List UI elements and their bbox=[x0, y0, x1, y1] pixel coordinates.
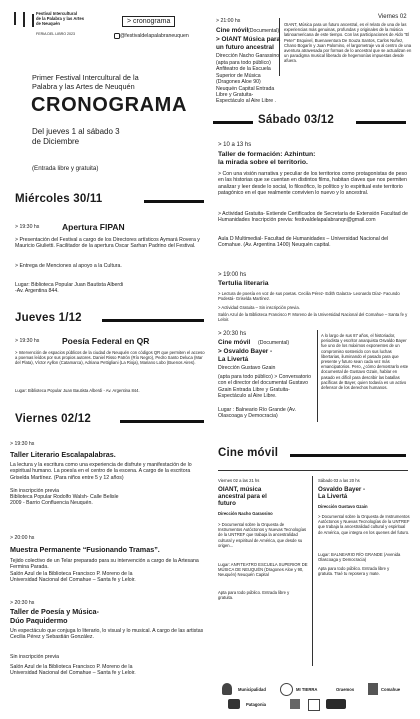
event-title: Poesía Federal en QR bbox=[62, 336, 150, 346]
event-time: > 19:30 hs bbox=[10, 441, 35, 447]
cine-label: Cine móvil bbox=[216, 27, 249, 34]
event-place-line: Universidad Nacional del Comahue – Santa fe y Leloir. bbox=[10, 670, 136, 677]
org-line: Festival Intercultural bbox=[36, 11, 77, 16]
intro-subtitle-line: Primer Festival Intercultural de la bbox=[32, 73, 139, 82]
event-title bbox=[216, 36, 280, 51]
doc-label: (Documental) bbox=[248, 28, 280, 34]
event-place-line: Biblioteca Popular Rodolfo Walsh- Calle Belisle bbox=[10, 494, 119, 500]
cine-title bbox=[218, 486, 267, 508]
intro-dates-line: Del jueves 1 al sábado 3 bbox=[32, 127, 120, 136]
intro-dates-line: de Diciembre bbox=[32, 137, 80, 146]
event-desc: > Intervención de espacios públicos de la ciudad de Neuquén con códigos QR que permiten el acceso a poemas leídos por sus propios autores. Daniel Risso Patrón (Río Negro), Pedro Santo Deluca (Mar del Plata), Víctor Ayllon (Catamarca), Adriana Pettigliani (La Rioja), Mariano Lobo (Buenos Aires). bbox=[15, 350, 205, 366]
heading-bar bbox=[213, 121, 253, 124]
sponsor-row bbox=[218, 683, 413, 713]
film-synopsis: A lo largo de sus 87 años, el historiador, periodista y escritor anarquista Osvaldo Bayer fue uno de los máximos exponentes de un compromiso sostenido con sus luchas libertarias, iluminando el pasado para que presente y futuro sean cada vez más emancipatorios. Pero, ¿cómo demostrarlo este documental de Gustavo Gzain, hablar en pasado es difícil para describir las batallas pacíficas de Bayer, quien todavía es un activo defensor de los derechos humanos. bbox=[321, 333, 409, 391]
instagram-icon bbox=[114, 33, 120, 39]
event-info: (apta para todo público) > Conversatorio con el director del documental Gustavo Gzain Entrada Libre y Gratuita-Espectáculo al Aire Libre. bbox=[218, 374, 311, 400]
cine-title-line: ancestral para el bbox=[218, 493, 267, 501]
event-place bbox=[10, 571, 210, 584]
doc-label: (Documental) bbox=[258, 340, 290, 346]
cine-date: Viernes 02 a las 21 hs bbox=[218, 478, 260, 483]
film-synopsis: OIANT, Música para un futuro ancestral, es el relato de una de las experiencias más genuinas, profundas y originales de la música latinoamericana de este tiempo. Con las participaciones de Aldo “El Peter” Esquivel, Buenaventura De Souza Santos, Carlos Nuñez, Chano Bogarín y Juan Palomino, el largometraje va al centro de una aventura atravesada por formas de lo ancestral que se actualizan en un paradigma musical liberado de hegemonías impuestas desde afuera. bbox=[284, 22, 412, 64]
cine-label: Cine móvil bbox=[218, 339, 251, 346]
page-title: CRONOGRAMA bbox=[31, 94, 187, 116]
event-director: Dirección Nacho Garassino bbox=[216, 53, 280, 59]
day-heading-miercoles: Miércoles 30/11 bbox=[15, 193, 103, 205]
cine-place: Lugar: BALNEARIO RÍO GRANDE (Avenida Olascoaga y Democracia) bbox=[318, 552, 401, 563]
event-place bbox=[10, 494, 205, 507]
event-time: > 20:30 hs bbox=[218, 331, 247, 337]
cine-desc: > Documental sobre la Orquesta de Instrumentos Autóctonos y Nuevas Tecnologías de la UNTREF que trabaja la ancestralidad cultural y espiritual de América, que desde su origen... bbox=[218, 522, 307, 548]
cine-title-line: Osvaldo Bayer - bbox=[318, 486, 366, 493]
heading-bar bbox=[290, 454, 406, 457]
cronograma-link[interactable]: > cronograma bbox=[122, 16, 175, 27]
event-desc: > Con una visión narrativa y peculiar de los territorios como protagonistas de peso en las historias que se cuentan en distintos films, habitan claves que nos permiten analizar y leer desde lo social, lo filosófico, lo político y lo espiritual este territorio patagónico en el que realmente convivien lo nuevo y lo ancestral. bbox=[218, 171, 408, 197]
cine-director: Dirección Gustavo Gzain bbox=[318, 504, 368, 509]
sponsor-name: Municipalidad bbox=[238, 687, 266, 692]
cine-title-line: La Livertá bbox=[318, 493, 348, 501]
sponsor-name: Oraemos bbox=[336, 687, 355, 692]
day-heading-viernes: Viernes 02/12 bbox=[15, 413, 91, 425]
event-desc: Un espectáculo que conjuga lo literario, lo visual y lo musical. A cargo de las artistas Cecilia Pérez y Sebastián González. bbox=[10, 628, 204, 641]
event-place bbox=[15, 282, 205, 295]
event-time: > 21:00 hs bbox=[216, 18, 241, 24]
divider bbox=[218, 470, 408, 471]
cine-title-line: OIANT, música bbox=[218, 486, 262, 493]
event-title: Apertura FIPAN bbox=[62, 222, 125, 232]
sponsor-mark-icon bbox=[326, 699, 346, 709]
cine-director: Dirección Nacho Garassino bbox=[218, 511, 273, 516]
cine-footer: Apta para todo público. Entrada libre y gratuita. Traé tu reposera y mate. bbox=[318, 566, 390, 577]
event-director: Dirección Gustavo Gzain bbox=[218, 365, 276, 371]
event-title: Taller Literario Escalapalabras. bbox=[10, 450, 116, 459]
heading-bar bbox=[356, 121, 406, 124]
sponsor-building-icon bbox=[368, 683, 378, 695]
event-activity: > Actividad Gratuita- Extiende Certificados de Secretaría de Extensión Facultad de Humanidades Inscripción previa: festivaldelapalabranqn@gmail.com bbox=[218, 211, 408, 224]
day-heading-sabado: Sábado 03/12 bbox=[258, 114, 334, 126]
event-note: Sin inscripción previa bbox=[10, 488, 60, 494]
sponsor-name: Comahue bbox=[381, 687, 401, 692]
event-place: Lugar: Biblioteca Popular Juan Bautista Alberdi - Av. Argentina 844. bbox=[15, 388, 140, 393]
event-title-line: la mirada sobre el territorio. bbox=[218, 159, 308, 166]
cine-title-line: futuro bbox=[218, 500, 236, 508]
event-desc: La lectura y la escritura como una experiencia de disfrute y manifestación de lo espiritual humano. La poesía en el centro de la escena. A cargo de la escritora Griselda Martínez. (Para niños entre 5 y 12 años) bbox=[10, 462, 192, 481]
event-desc: > Lectura de poesía en voz de sus poetas. Cecilia Pérez- Edith Galarza- Leonardo Díaz- Facundo Podestá- Griselda Martínez. bbox=[218, 291, 400, 302]
day-tag: Viernes 02 bbox=[378, 14, 407, 20]
event-time: > 20:00 hs bbox=[10, 535, 35, 541]
cine-heading: Cine móvil bbox=[218, 447, 279, 459]
column-divider bbox=[312, 476, 313, 666]
event-title-line: Taller de Poesía y Música- bbox=[10, 607, 99, 616]
intro-subtitle-line: Palabra y las Artes de Neuquén bbox=[32, 82, 135, 91]
event-time: > 20:30 hs bbox=[10, 600, 35, 606]
column-divider bbox=[317, 330, 318, 422]
event-time: > 19:30 hs bbox=[15, 224, 40, 230]
event-place: Aula D Multimedial- Facultad de Humanidades – Universidad Nacional del Comahue. (Av. Argentina 1400) Neuquén capital. bbox=[218, 236, 389, 249]
event-place-line: Salón Azul de la Biblioteca Francisco P. Moreno de la bbox=[10, 664, 133, 670]
event-time: > 19:00 hs bbox=[218, 272, 247, 278]
intro-dates bbox=[32, 127, 120, 147]
sponsor-mark-icon bbox=[290, 699, 300, 709]
event-title-line: > OIANT Música para bbox=[216, 36, 281, 43]
sponsor-mark-icon bbox=[308, 699, 320, 711]
sponsor-name: Patagonia bbox=[246, 702, 267, 707]
event-time: > 10 a 13 hs bbox=[218, 142, 252, 148]
event-info: (apta para todo público) Anfiteatro de la Escuela Superior de Música (Dragones Aloe 90) Neuquén Capital Entrada Libre y Gratuita-Espectáculo al Aire Libre . bbox=[216, 60, 276, 105]
event-activity: > Actividad Gratuita – Sin inscripción previa. bbox=[218, 305, 300, 310]
event-note: Sin inscripción previa bbox=[10, 654, 60, 660]
org-name bbox=[36, 11, 106, 27]
event-title-line: Taller de formación: Azhintun: bbox=[218, 151, 316, 158]
event-place: Lugar : Balneario Río Grande (Av. Olascoaga y Democracia) bbox=[218, 407, 296, 420]
org-line: de la Palabra y las Artes bbox=[36, 16, 85, 22]
event-title bbox=[10, 608, 99, 625]
event-title-line: > Osvaldo Bayer - bbox=[218, 348, 273, 355]
event-place-line: Universidad Nacional del Comahue – Santa fe y Leloir. bbox=[10, 577, 136, 584]
event-place bbox=[10, 664, 210, 677]
social-handle[interactable]: @festivaldelapalabraneuquen bbox=[120, 33, 189, 39]
event-place-line: Salón Azul de la Biblioteca Francisco P. Moreno de la bbox=[10, 571, 133, 577]
intro-subtitle bbox=[32, 73, 139, 91]
sponsor-badge-icon bbox=[228, 699, 240, 709]
org-small: FERIA DEL LIBRO 2023 bbox=[36, 32, 76, 36]
cine-title bbox=[318, 486, 365, 500]
event-place-line: -Av. Argentina 844. bbox=[15, 288, 59, 295]
event-title bbox=[218, 151, 315, 167]
cine-desc: > Documental sobre la Orquesta de Instrumentos Autóctonos y Nuevas Tecnologías de la UNTREF que trabaja la ancestralidad cultural y espiritual de América, que integra en los quenes del futuro. bbox=[318, 514, 410, 535]
event-title: Tertulia literaria bbox=[218, 280, 269, 287]
event-title bbox=[218, 348, 272, 363]
event-place: Salón Azul de la Biblioteca Francisco P. Moreno de la Universidad Nacional del Comahue – Santa fe y Leloir. bbox=[218, 312, 408, 323]
event-place-line: Lugar: Biblioteca Popular Juan Bautista Alberdi bbox=[15, 282, 124, 288]
event-place-line: 2009 - Barrio Confluencia Neuquén. bbox=[10, 500, 93, 507]
event-title-line: un futuro ancestral bbox=[216, 43, 274, 51]
sponsor-seal-icon bbox=[280, 683, 293, 696]
festival-logo bbox=[12, 10, 34, 30]
heading-bar bbox=[144, 200, 204, 203]
cine-date: Sábado 03 a las 20 hs bbox=[318, 478, 360, 483]
event-desc: > Entrega de Menciones al apoyo a la Cultura. bbox=[15, 263, 122, 269]
intro-note: (Entrada libre y gratuita) bbox=[32, 165, 99, 172]
day-heading-jueves: Jueves 1/12 bbox=[15, 312, 82, 324]
event-desc: Tejido colectivo de un Telar preparado para su intervención a cargo de la Artesana Fermina Parada. bbox=[10, 558, 199, 571]
event-time: > 19:30 hs bbox=[15, 338, 40, 344]
event-title-line: Dúo Paquidermo bbox=[10, 615, 68, 625]
sponsor-emblem-icon bbox=[222, 683, 232, 695]
heading-bar bbox=[102, 319, 204, 322]
heading-bar bbox=[120, 420, 204, 423]
event-desc: > Presentación del Festival a cargo de los Directores artísticos Aymará Rovera y Mauricio Giulietti. Facilitador de la apertura Oscar Sarhan Padrino del Festival. bbox=[15, 237, 200, 250]
cine-footer: Apta para todo público. Entrada libre y gratuita. bbox=[218, 590, 290, 601]
org-line: de Neuquén bbox=[36, 21, 60, 27]
sponsor-name: MI TIERRA bbox=[296, 687, 318, 692]
event-title: Muestra Permanente “Fusionando Tramas”. bbox=[10, 545, 160, 554]
event-title-line: La Livertá bbox=[218, 355, 249, 363]
cine-place: Lugar: ANFITEATRO ESCUELA SUPERIOR DE MÚSICA DE NEUQUÉN (Dragones Aloe y 90, Neuquén) Neuquén Capital bbox=[218, 562, 308, 578]
